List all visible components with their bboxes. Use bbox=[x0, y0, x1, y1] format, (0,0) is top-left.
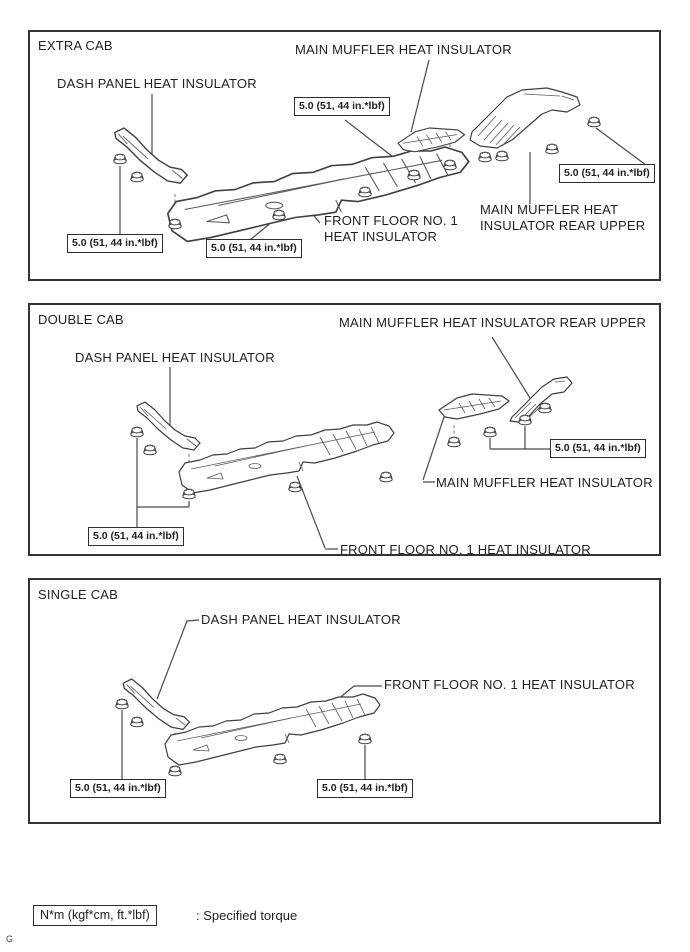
front-floor-insulator-drawing bbox=[165, 694, 380, 765]
panel-extra-cab bbox=[28, 30, 661, 281]
legend-description: : Specified torque bbox=[196, 908, 298, 923]
label-front-floor-line2: HEAT INSULATOR bbox=[324, 229, 438, 244]
main-muffler-insulator-drawing bbox=[398, 128, 465, 152]
label-rear-upper-line2: INSULATOR REAR UPPER bbox=[480, 218, 646, 233]
dash-panel-insulator-drawing bbox=[115, 128, 187, 183]
panel-title: SINGLE CAB bbox=[38, 587, 119, 602]
label-front-floor-line1: FRONT FLOOR NO. 1 bbox=[324, 213, 458, 228]
panel-double-cab bbox=[28, 303, 661, 556]
panel-title: DOUBLE CAB bbox=[38, 312, 124, 327]
label-dash-panel: DASH PANEL HEAT INSULATOR bbox=[201, 612, 401, 627]
panel-single-cab bbox=[28, 578, 661, 824]
label-dash-panel: DASH PANEL HEAT INSULATOR bbox=[57, 76, 257, 91]
label-rear-upper bbox=[480, 202, 645, 234]
torque-spec-box: 5.0 (51, 44 in.*lbf) bbox=[317, 779, 413, 798]
label-dash-panel: DASH PANEL HEAT INSULATOR bbox=[75, 350, 275, 365]
rear-upper-insulator-drawing bbox=[470, 88, 580, 148]
main-muffler-insulator-drawing bbox=[439, 394, 509, 419]
torque-spec-box: 5.0 (51, 44 in.*lbf) bbox=[88, 527, 184, 546]
torque-spec-box: 5.0 (51, 44 in.*lbf) bbox=[550, 439, 646, 458]
footer-mark: G bbox=[6, 934, 14, 944]
panel-title: EXTRA CAB bbox=[38, 38, 113, 53]
torque-spec-box: 5.0 (51, 44 in.*lbf) bbox=[67, 234, 163, 253]
torque-spec-box: 5.0 (51, 44 in.*lbf) bbox=[70, 779, 166, 798]
torque-spec-box: 5.0 (51, 44 in.*lbf) bbox=[294, 97, 390, 116]
dash-panel-insulator-drawing bbox=[137, 402, 200, 450]
label-main-muffler: MAIN MUFFLER HEAT INSULATOR bbox=[295, 42, 512, 57]
label-main-muffler: MAIN MUFFLER HEAT INSULATOR bbox=[436, 475, 653, 490]
label-front-floor bbox=[324, 213, 458, 245]
label-front-floor: FRONT FLOOR NO. 1 HEAT INSULATOR bbox=[340, 542, 591, 557]
torque-spec-box: 5.0 (51, 44 in.*lbf) bbox=[206, 239, 302, 258]
front-floor-insulator-drawing bbox=[179, 422, 394, 493]
label-front-floor: FRONT FLOOR NO. 1 HEAT INSULATOR bbox=[384, 677, 635, 692]
label-rear-upper-line1: MAIN MUFFLER HEAT bbox=[480, 202, 619, 217]
rear-upper-insulator-drawing bbox=[510, 377, 572, 422]
torque-spec-box: 5.0 (51, 44 in.*lbf) bbox=[559, 164, 655, 183]
torque-unit-box: N*m (kgf*cm, ft.*lbf) bbox=[33, 905, 157, 926]
double-cab-drawing bbox=[30, 305, 659, 554]
label-rear-upper: MAIN MUFFLER HEAT INSULATOR REAR UPPER bbox=[339, 315, 647, 330]
